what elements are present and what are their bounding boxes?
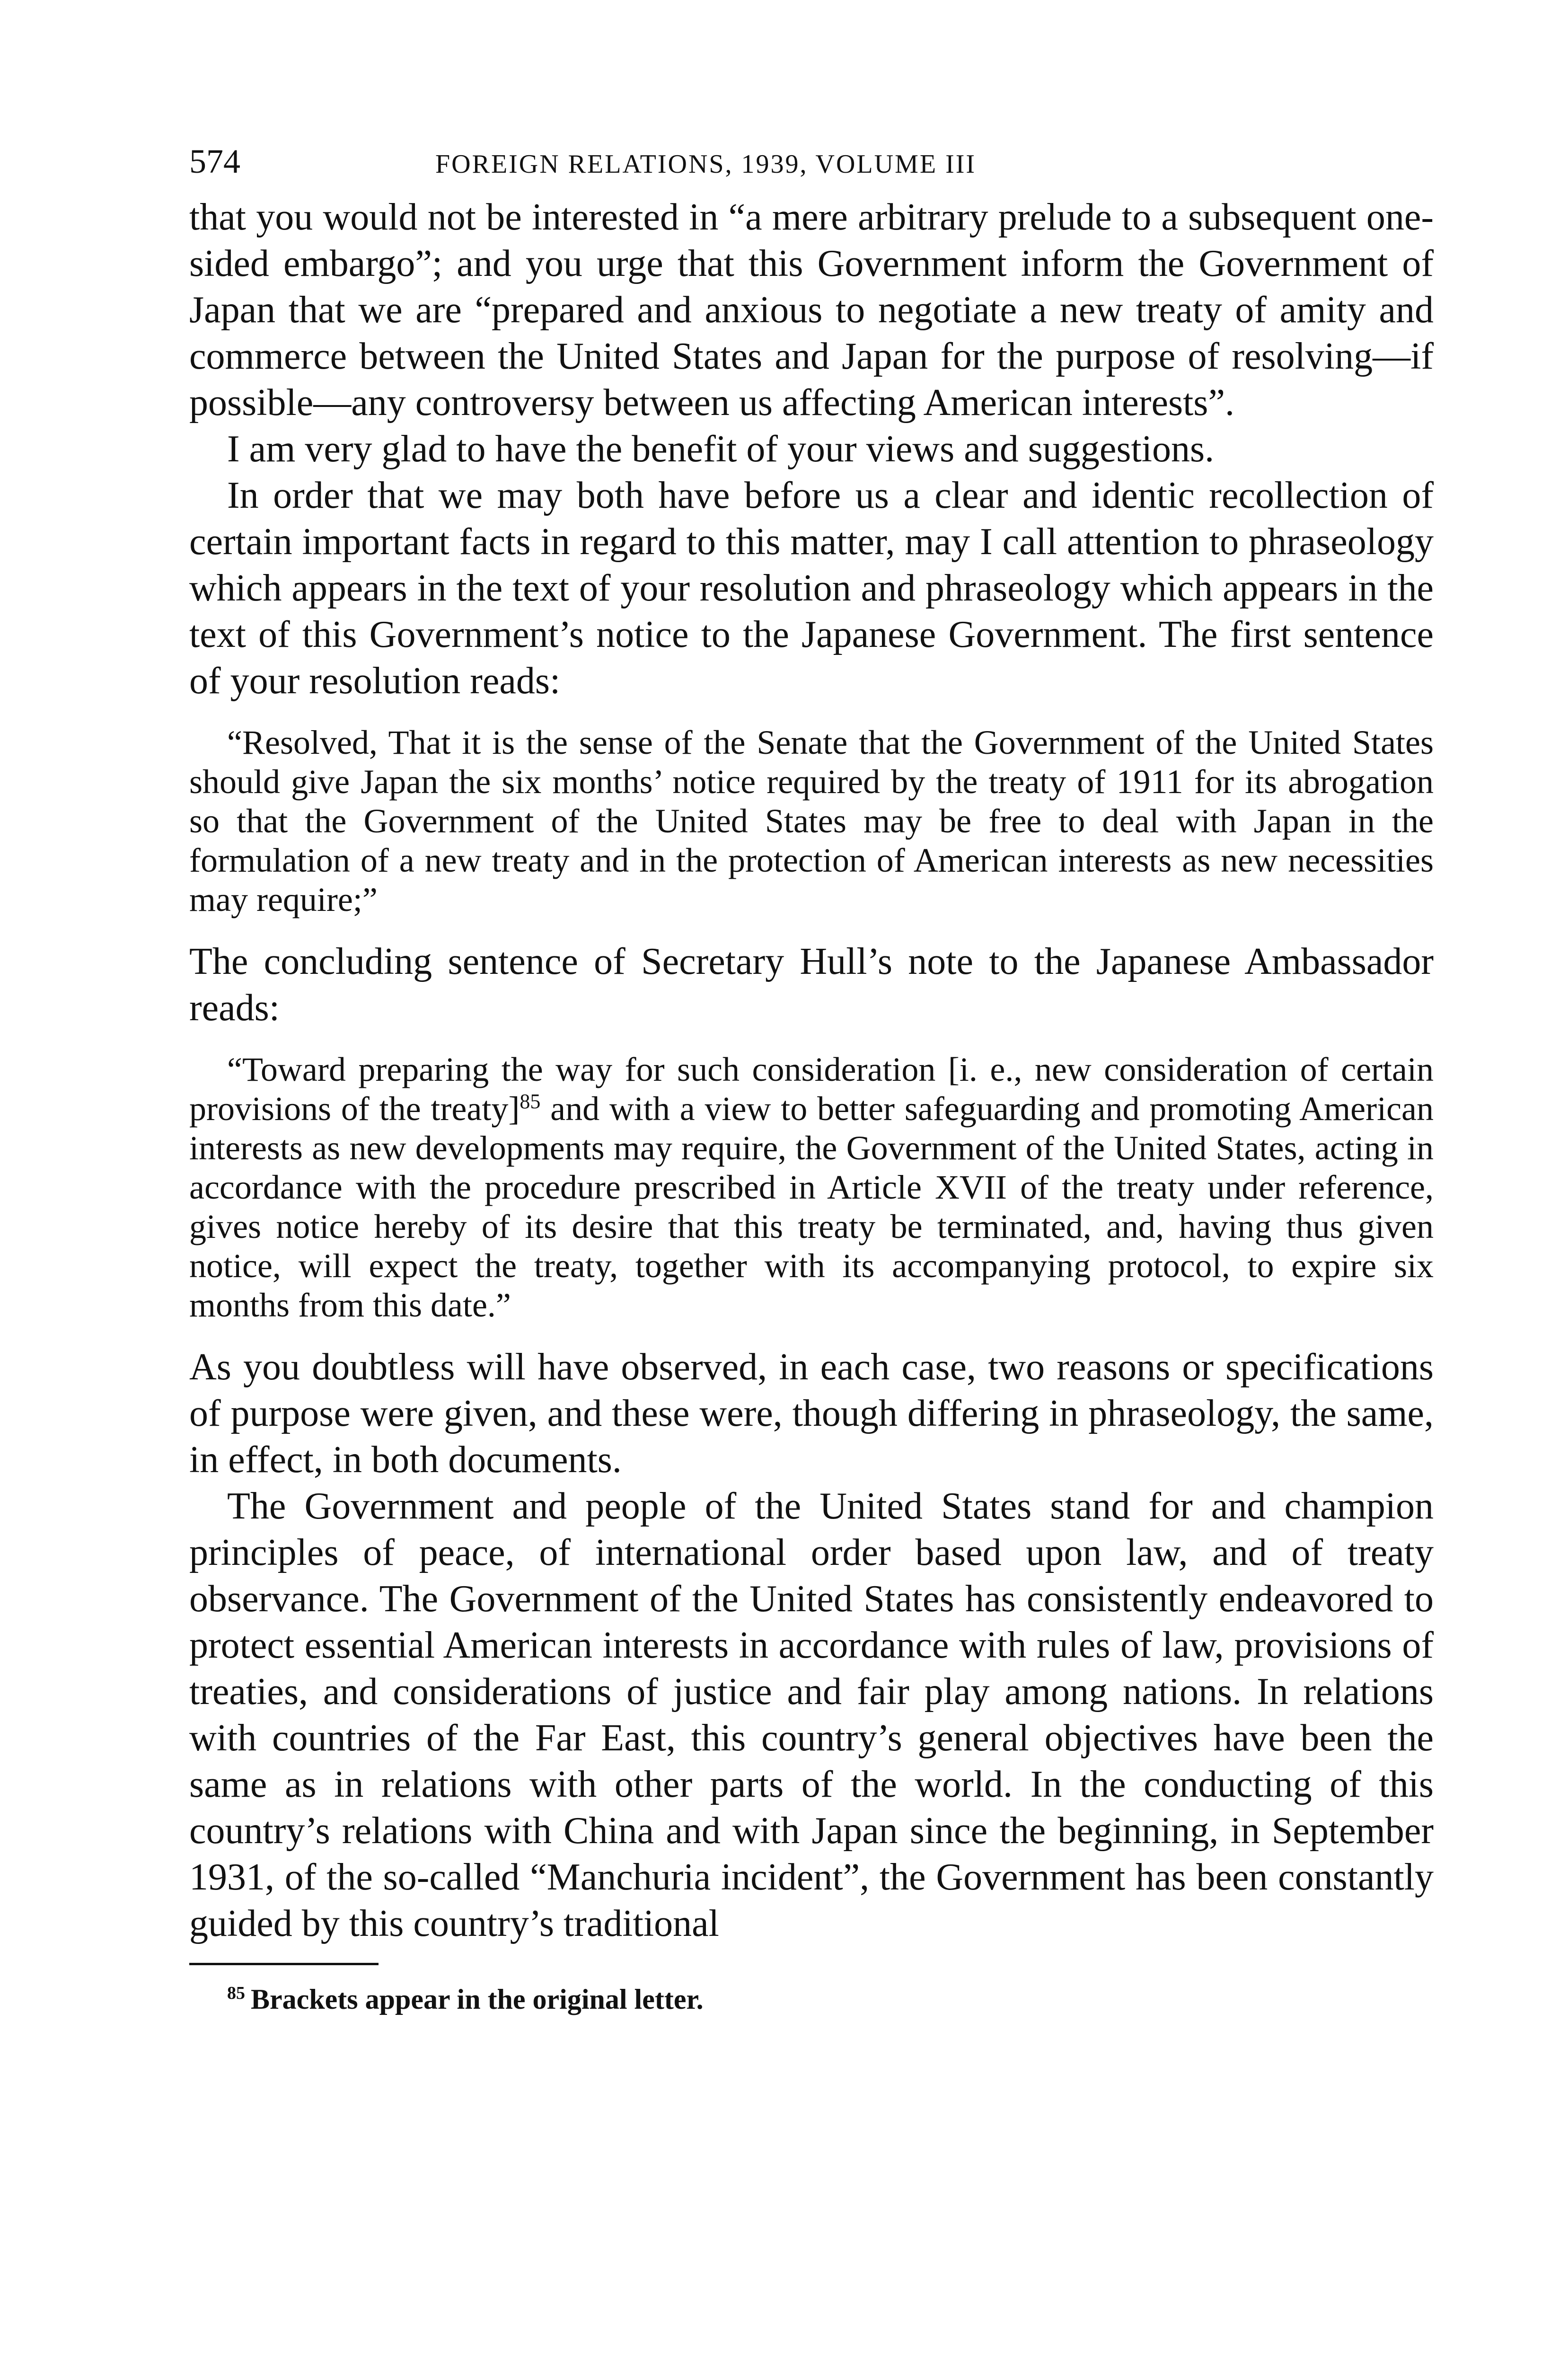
block-quote-resolution: “Resolved, That it is the sense of the Senate that the Government of the United States should give Japan the six months’ notice required by the treaty of 1911 for its abrogation so that the Government of the United States may be free to deal with Japan in the formulation of a new treaty and in the protection of American interests as new necessities may require;” <box>189 724 1434 918</box>
footnote-reference: 85 <box>520 1090 541 1113</box>
footnote-marker: 85 <box>227 1983 245 2003</box>
footnote-divider <box>189 1963 379 1965</box>
paragraph-1: that you would not be interested in “a mere arbitrary prelude to a subsequent one-sided embargo”; and you urge that this Government inform the Government of Japan that we are “prepared and anxious to negotiate a new treaty of amity and commerce between the United States and Japan for the purpose of resolving—if possible—any controversy between us affecting American interests”. <box>189 196 1434 424</box>
running-head: FOREIGN RELATIONS, 1939, VOLUME III <box>435 150 977 179</box>
quote-text-part-2: and with a view to better safeguarding and promoting American interests as new developments may require, the Government of the United States, acting in accordance with the procedure prescribed in Article XVII of the treaty under reference, gives notice hereby of its desire that this treaty be terminated, and, having thus given notice, will expect the treaty, together with its accompanying protocol, to expire six months from this date.” <box>189 1090 1434 1324</box>
footnote-text: Brackets appear in the original letter. <box>251 1984 704 2015</box>
page-header <box>189 142 1434 194</box>
paragraph-3: In order that we may both have before us a clear and identic recollection of certain important facts in regard to this matter, may I call attention to phraseology which appears in the text of your resolution and phraseology which appears in the text of this Government’s notice to the Japanese Government. The first sentence of your resolution reads: <box>189 475 1434 702</box>
footnote <box>227 1982 1434 2016</box>
page-number: 574 <box>189 142 240 180</box>
paragraph-6: The Government and people of the United States stand for and champion principles of peace, of international order based upon law, and of treaty observance. The Government of the United States has consistently endeavored to protect essential American interests in accordance with rules of law, provisions of treaties, and considerations of justice and fair play among nations. In relations with countries of the Far East, this country’s general objectives have been the same as in relations with other parts of the world. In the conducting of this country’s relations with China and with Japan since the beginning, in September 1931, of the so-called “Manchuria incident”, the Government has been constantly guided by this country’s traditional <box>189 1485 1434 1944</box>
quote-text-part-1: “Toward preparing the way for such consideration [i. e., new consideration of certain provisions of the treaty] <box>189 1051 1434 1128</box>
paragraph-4: The concluding sentence of Secretary Hull’s note to the Japanese Ambassador reads: <box>189 941 1434 1029</box>
paragraph-5: As you doubtless will have observed, in each case, two reasons or specifications of purpose were given, and these were, though differing in phraseology, the same, in effect, in both documents. <box>189 1346 1434 1481</box>
document-page <box>189 142 1434 2016</box>
paragraph-2: I am very glad to have the benefit of your views and suggestions. <box>227 428 1215 470</box>
block-quote-hull-note <box>189 1050 1434 1325</box>
